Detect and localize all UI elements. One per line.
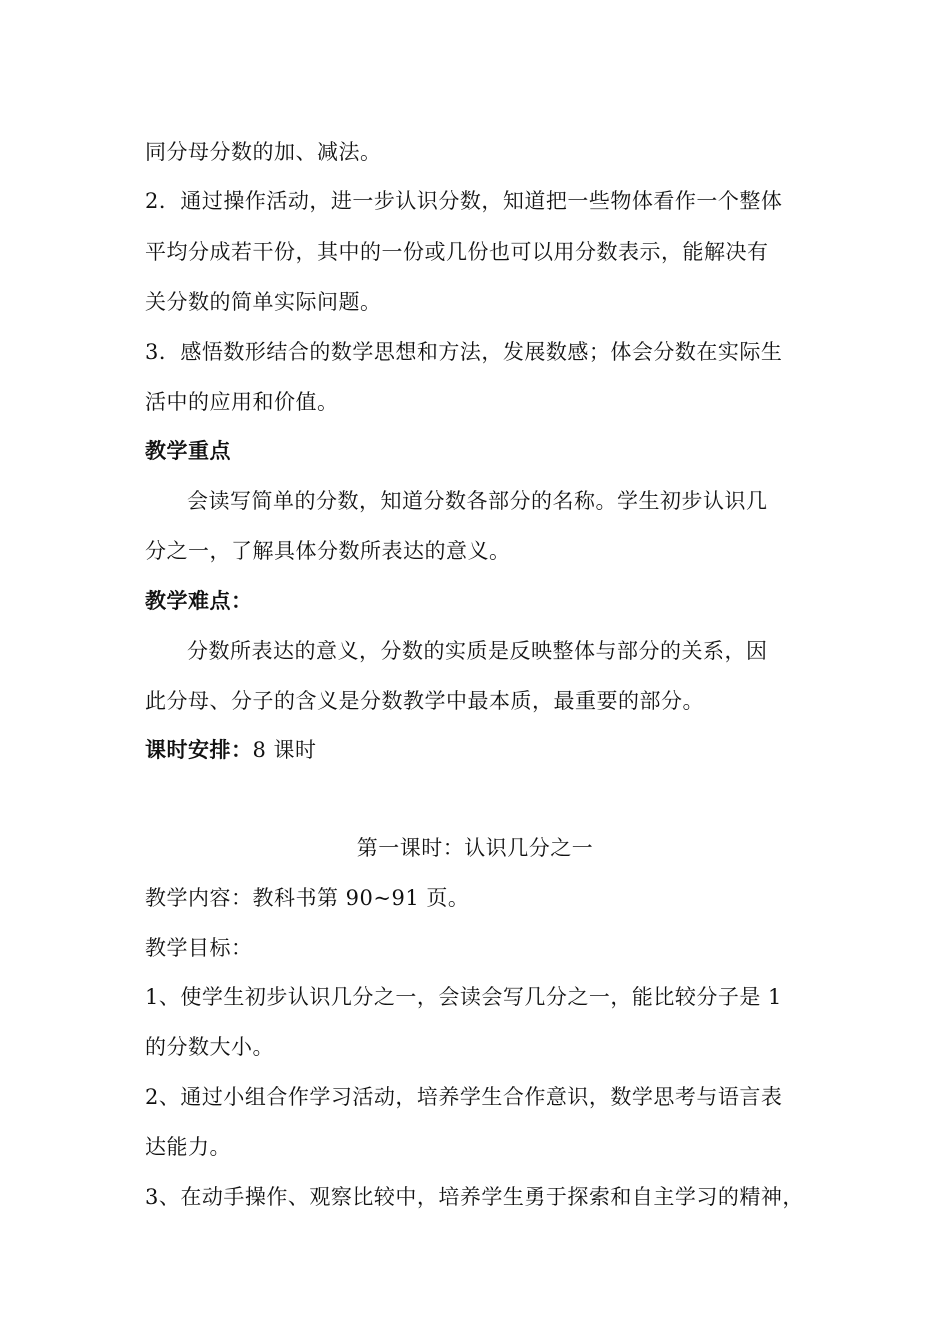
schedule-value: 8 课时 [252,738,317,762]
lesson-goal-line: 的分数大小。 [145,1035,274,1059]
text-line: 2．通过操作活动，进一步认识分数，知道把一些物体看作一个整体 [145,189,783,213]
text-line: 同分母分数的加、减法。 [145,140,382,164]
lesson-goal-line: 达能力。 [145,1135,231,1159]
difficulties-line: 分数所表达的意义，分数的实质是反映整体与部分的关系，因 [187,639,768,663]
key-points-line: 会读写简单的分数，知道分数各部分的名称。学生初步认识几 [187,489,768,513]
text-line: 活中的应用和价值。 [145,390,339,414]
schedule-label: 课时安排： [145,737,253,762]
difficulties-heading: 教学难点： [145,588,253,613]
difficulties-line: 此分母、分子的含义是分数教学中最本质，最重要的部分。 [145,689,704,713]
lesson-goal-line: 1、使学生初步认识几分之一，会读会写几分之一，能比较分子是 1 [145,985,782,1009]
text-line: 关分数的简单实际问题。 [145,290,382,314]
lesson-goals-label: 教学目标： [145,936,253,960]
text-line: 3．感悟数形结合的数学思想和方法，发展数感；体会分数在实际生 [145,340,783,364]
lesson-content: 教学内容：教科书第 90~91 页。 [145,886,470,910]
schedule-line [145,735,317,765]
lesson-goal-line: 2、通过小组合作学习活动，培养学生合作意识，数学思考与语言表 [145,1085,783,1109]
key-points-heading: 教学重点 [145,438,231,463]
lesson-goal-line: 3、在动手操作、观察比较中，培养学生勇于探索和自主学习的精神， [145,1185,804,1209]
key-points-line: 分之一，了解具体分数所表达的意义。 [145,539,511,563]
lesson-title: 第一课时：认识几分之一 [356,836,594,860]
text-line: 平均分成若干份，其中的一份或几份也可以用分数表示，能解决有 [145,240,769,264]
